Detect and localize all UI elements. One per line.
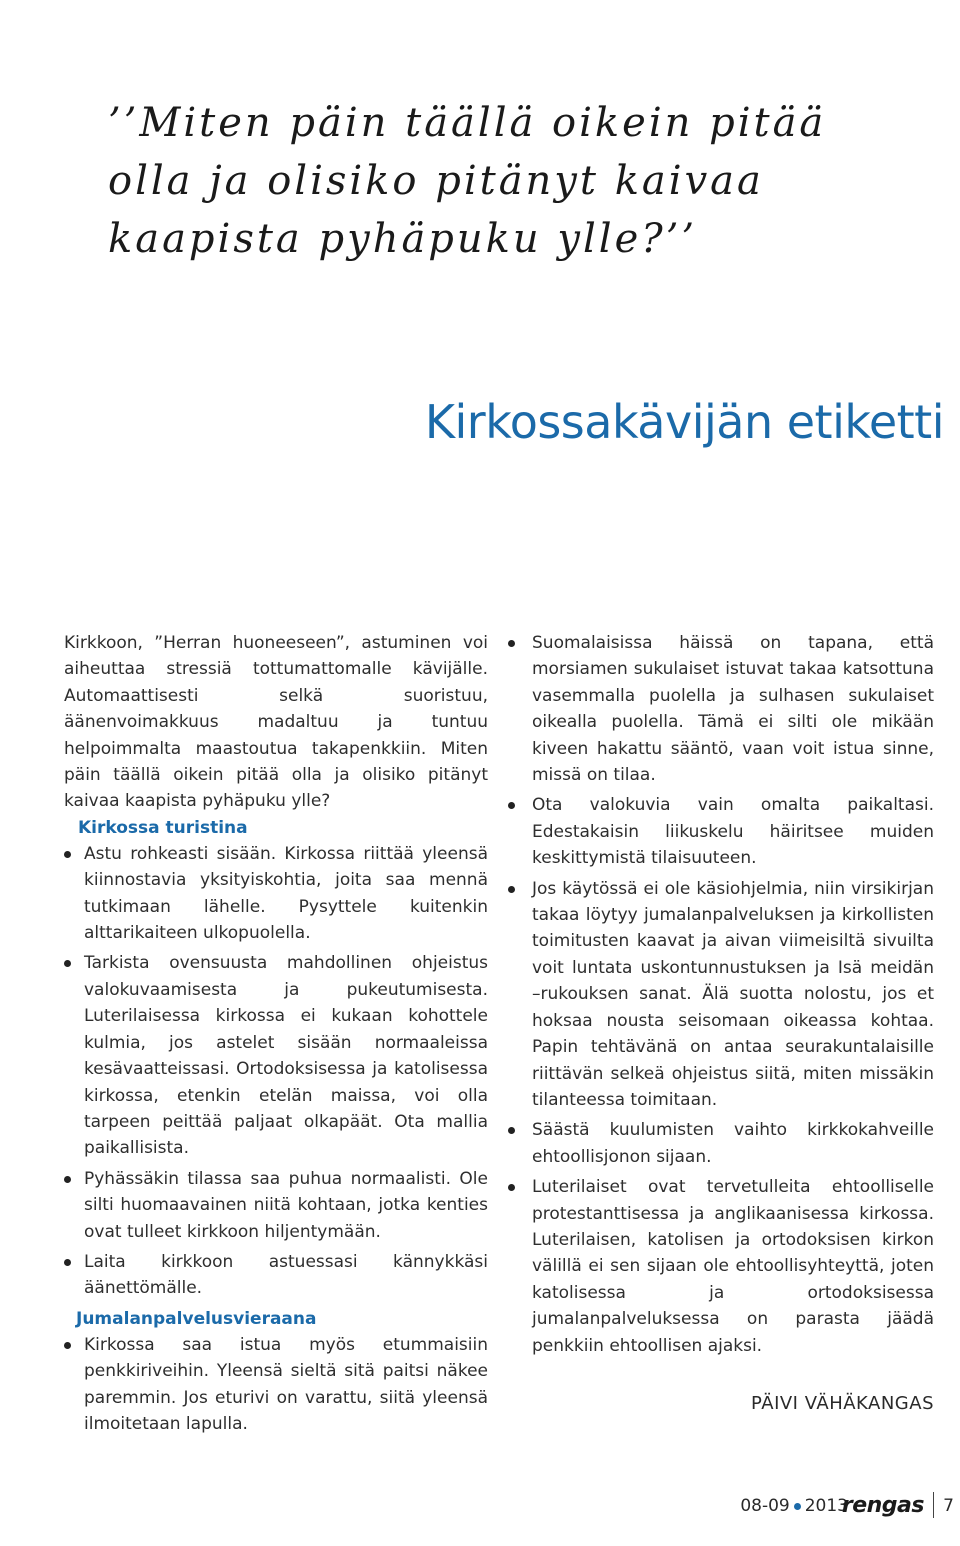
pull-quote: ’’Miten päin täällä oikein pitää olla ja olisiko pitänyt kaivaa kaapista pyhäpuku ylle?’’ xyxy=(108,100,827,262)
issue-label xyxy=(740,1496,848,1516)
article-title: Kirkossakävijän etiketti xyxy=(424,395,944,449)
right-list xyxy=(508,630,934,1359)
bullet-icon xyxy=(508,1184,515,1191)
list-item-text: Astu rohkeasti sisään. Kirkossa riittää yleensä kiinnostavia yksityiskohtia, joita saa mennä tutkimaan lähelle. Pysyttele kuitenkin alttarikaiteen ulkopuolella. xyxy=(84,843,488,944)
issue-year: 2013 xyxy=(804,1496,848,1516)
list-item-text: Tarkista ovensuusta mahdollinen ohjeistus valokuvaamisesta ja pukeutumisesta. Luterilaisessa kirkossa ei kukaan kohottele kulmia, jos astelet sisään normaaleissa kesävaatteissasi. Ortodoksisessa ja katolisessa kirkossa, etenkin etelän maissa, voi olla tarpeen peittää paljaat olkapäät. Ota mallia paikallisista. xyxy=(84,953,488,1159)
list-item-text: Kirkossa saa istua myös etummaisiin penkkiriveihin. Yleensä sieltä sitä paitsi näkee paremmin. Jos eturivi on varattu, siitä yleensä ilmoitetaan lapulla. xyxy=(84,1334,488,1434)
bullet-icon xyxy=(64,1259,71,1266)
bullet-icon xyxy=(508,886,515,893)
list-item xyxy=(64,1166,488,1245)
subheading-kirkossa-turistina: Kirkossa turistina xyxy=(78,817,248,838)
list-item-text: Jos käytössä ei ole käsiohjelmia, niin virsikirjan takaa löytyy jumalanpalveluksen ja kirkollisten toimitusten kaavat ja aivan viimeisiltä sivuilta voit luntata uskontunnustuksen ja Isä meidän –rukouksen sanat. Älä suotta nolostu, jos et hoksaa nousta seisomaan oikeassa kohtaa. Papin tehtävänä on antaa seurakuntalaisille riittävän selkeä ohjeistus siitä, miten missäkin tilanteessa toimitaan. xyxy=(532,878,934,1110)
bullet-icon xyxy=(508,640,515,647)
bullet-icon xyxy=(64,960,71,967)
list-item-text: Laita kirkkoon astuessasi kännykkäsi äänettömälle. xyxy=(84,1251,488,1299)
list-item-text: Ota valokuvia vain omalta paikaltasi. Edestakaisin liikuskelu häiritsee muiden keskittymistä tilaisuuteen. xyxy=(532,795,934,869)
list-item-text: Suomalaisissa häissä on tapana, että morsiamen sukulaiset istuvat takaa katsottuna vasemmalla puolella ja sulhasen sukulaiset oikealla puolella. Tämä ei silti ole mikään kiveen hakattu sääntö, vaan voit istua sinne, missä on tilaa. xyxy=(532,633,934,786)
page-number: 7 xyxy=(943,1496,954,1516)
bullet-icon xyxy=(64,1342,71,1349)
list-item xyxy=(64,950,488,1161)
list-item xyxy=(508,876,934,1114)
bullet-icon xyxy=(508,802,515,809)
list-item xyxy=(64,1332,488,1438)
list-item-text: Pyhässäkin tilassa saa puhua normaalisti. Ole silti huomaavainen niitä kohtaan, jotka kenties ovat tulleet kirkkoon hiljentymään. xyxy=(84,1168,488,1242)
left-column xyxy=(64,630,488,1441)
list-item xyxy=(508,792,934,871)
list-item xyxy=(508,630,934,788)
subheading-jumalanpalvelusvieraana: Jumalanpalvelusvieraana xyxy=(76,1308,317,1329)
jumalanpalvelus-list xyxy=(64,1332,488,1438)
author-byline: PÄIVI VÄHÄKANGAS xyxy=(751,1392,934,1414)
turistina-list xyxy=(64,841,488,1302)
list-item xyxy=(508,1117,934,1170)
magazine-logo: rengas xyxy=(841,1493,924,1518)
bullet-icon xyxy=(508,1127,515,1134)
list-item-text: Luterilaiset ovat tervetulleita ehtoolliselle protestanttisessa ja anglikaanisessa kirkossa. Luterilaisen, katolisen ja ortodoksisen kirkon välillä ei sen sijaan ole ehtoollisyhteyttä, joten katolisessa ja ortodoksisessa jumalanpalveluksessa on parasta jäädä penkkiin ehtoollisen ajaksi. xyxy=(532,1177,934,1356)
list-item xyxy=(508,1174,934,1359)
footer-divider xyxy=(933,1492,934,1518)
bullet-icon xyxy=(64,851,71,858)
intro-paragraph: Kirkkoon, ”Herran huoneeseen”, astuminen voi aiheuttaa stressiä tottumattomalle kävijälle. Automaattisesti selkä suoristuu, äänenvoimakkuus madaltuu ja tuntuu helpoimmalta maastoutua takapenkkiin. Miten päin täällä oikein pitää olla ja olisiko pitänyt kaivaa kaapista pyhäpuku ylle? xyxy=(64,633,488,812)
bullet-icon xyxy=(64,1176,71,1183)
list-item xyxy=(64,841,488,947)
dot-separator-icon xyxy=(794,1503,801,1510)
list-item xyxy=(64,1249,488,1302)
right-column xyxy=(508,630,934,1417)
list-item-text: Säästä kuulumisten vaihto kirkkokahveille ehtoollisjonon sijaan. xyxy=(532,1120,934,1167)
page-footer xyxy=(660,1490,960,1530)
issue-number: 08-09 xyxy=(740,1496,790,1516)
